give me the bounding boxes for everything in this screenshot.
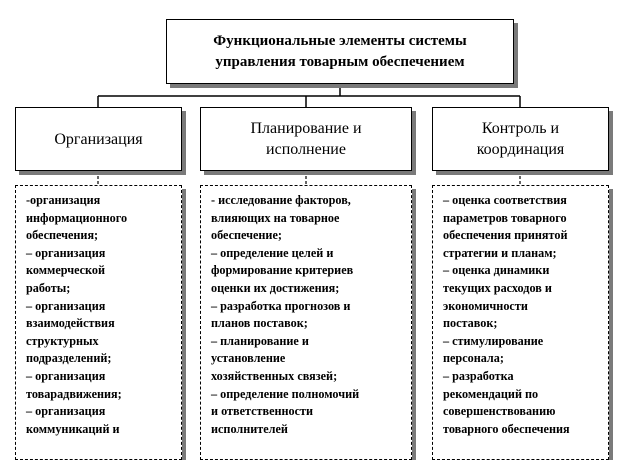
list-box-control bbox=[432, 185, 609, 460]
heading-organization: Организация bbox=[54, 130, 143, 148]
list-item: – организация коммуникаций и bbox=[26, 404, 120, 436]
list-item: – стимулирование персонала; bbox=[443, 333, 544, 366]
heading-box-planning bbox=[200, 107, 412, 171]
list-item: – определение полномочий и ответственности исполнителей bbox=[211, 386, 360, 436]
list-item: - исследование факторов, влияющих на товарное обеспечение; bbox=[211, 193, 351, 243]
list-item: -организация информационного обеспечения; bbox=[26, 193, 128, 243]
diagram-title-box bbox=[166, 19, 514, 84]
list-item: – разработка прогнозов и планов поставок; bbox=[211, 298, 351, 331]
list-box-planning bbox=[200, 185, 412, 460]
list-item: – определение целей и формирование критериев оценки их достижения; bbox=[211, 245, 354, 295]
diagram-title: Функциональные элементы системы управления товарным обеспечением bbox=[213, 32, 467, 70]
list-item: – организация взаимодействия структурных подразделений; bbox=[26, 298, 115, 366]
list-item: – оценка соответствия параметров товарного обеспечения принятой стратегии и планам; bbox=[443, 193, 568, 260]
list-item: – разработка рекомендаций по совершенствованию товарного обеспечения bbox=[443, 368, 570, 436]
heading-planning: Планирование и исполнение bbox=[250, 120, 362, 158]
list-box-organization bbox=[15, 185, 182, 460]
heading-box-organization bbox=[15, 107, 182, 171]
list-item: – организация коммерческой работы; bbox=[26, 245, 106, 295]
list-item: – организация товарадвижения; bbox=[26, 368, 122, 401]
heading-box-control bbox=[432, 107, 609, 171]
list-item: – оценка динамики текущих расходов и экономичности поставок; bbox=[443, 263, 552, 331]
list-item: – планирование и установление хозяйственных связей; bbox=[211, 333, 338, 383]
heading-control: Контроль и координация bbox=[476, 120, 565, 158]
